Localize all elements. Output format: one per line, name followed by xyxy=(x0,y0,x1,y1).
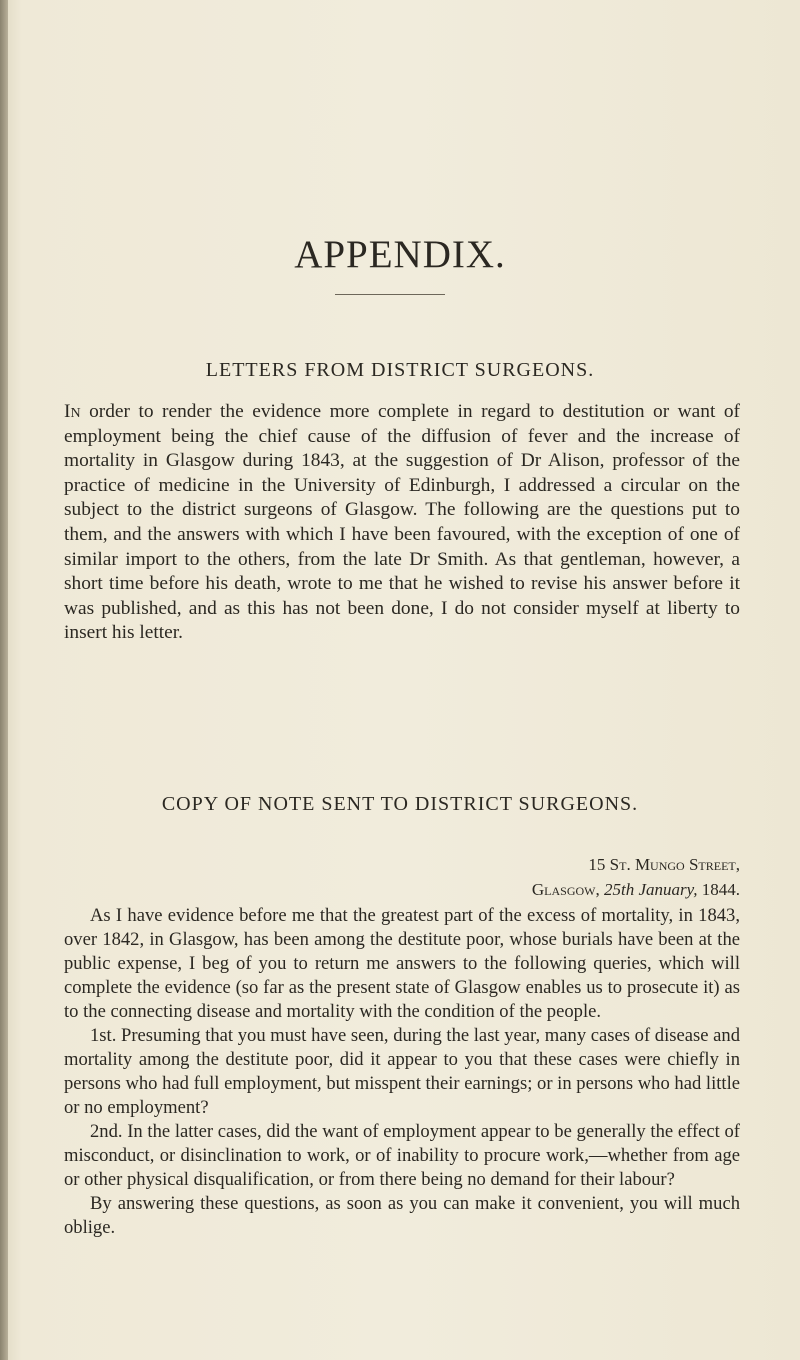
intro-paragraph-text: order to render the evidence more complete in regard to destitution or want of employment being the chief cause of the diffusion of fever and the increase of mortality in Glasgow during 1843, at the suggestion of Dr Alison, professor of the practice of medicine in the University of Edinburgh, I addressed a circular on the subject to the district surgeons of Glasgow. The following are the questions put to them, and the answers with which I have been favoured, with the exception of one of similar import to the others, from the late Dr Smith. As that gentleman, however, a short time before his death, wrote to me that he wished to revise his answer before it was published, and as this has not been done, I do not consider myself at liberty to insert his letter. xyxy=(64,401,740,644)
letter-intro: As I have evidence before me that the greatest part of the excess of mortality, in 1843, over 1842, in Glasgow, has been among the destitute poor, whose burials have been at the public expense, I beg of you to return me answers to the following queries, which will complete the evidence (so far as the present state of Glasgow enables us to prosecute it) as to the connecting disease and mortality with the condition of the people. xyxy=(64,905,740,1022)
heading-rule xyxy=(335,294,445,295)
section-title-copy-of-note: COPY OF NOTE SENT TO DISTRICT SURGEONS. xyxy=(161,793,639,815)
address-year: 1844. xyxy=(701,880,740,899)
intro-paragraph xyxy=(64,400,740,646)
letter-closing: By answering these questions, as soon as you can make it convenient, you will much oblige. xyxy=(64,1193,740,1238)
intro-lead-word: In xyxy=(64,401,81,422)
address-city-date xyxy=(440,877,740,902)
page-heading: APPENDIX. xyxy=(294,233,506,276)
page-binding-edge xyxy=(0,0,8,1360)
query-2: 2nd. In the latter cases, did the want of employment appear to be generally the effect of misconduct, or disinclination to work, or of inability to procure work,—whether from age or other physical disqualification, or from there being no demand for their labour? xyxy=(64,1121,740,1190)
address-date: 25th January, xyxy=(604,880,698,899)
letter-body xyxy=(64,904,740,1240)
address-street: 15 St. Mungo Street, xyxy=(588,855,740,874)
address-city: Glasgow, xyxy=(531,880,600,899)
letter-address xyxy=(440,852,740,902)
section-title-letters: LETTERS FROM DISTRICT SURGEONS. xyxy=(205,359,595,381)
query-1: 1st. Presuming that you must have seen, during the last year, many cases of disease and mortality among the destitute poor, did it appear to you that these cases were chiefly in persons who had full employment, but misspent their earnings; or in persons who had little or no employment? xyxy=(64,1025,740,1118)
